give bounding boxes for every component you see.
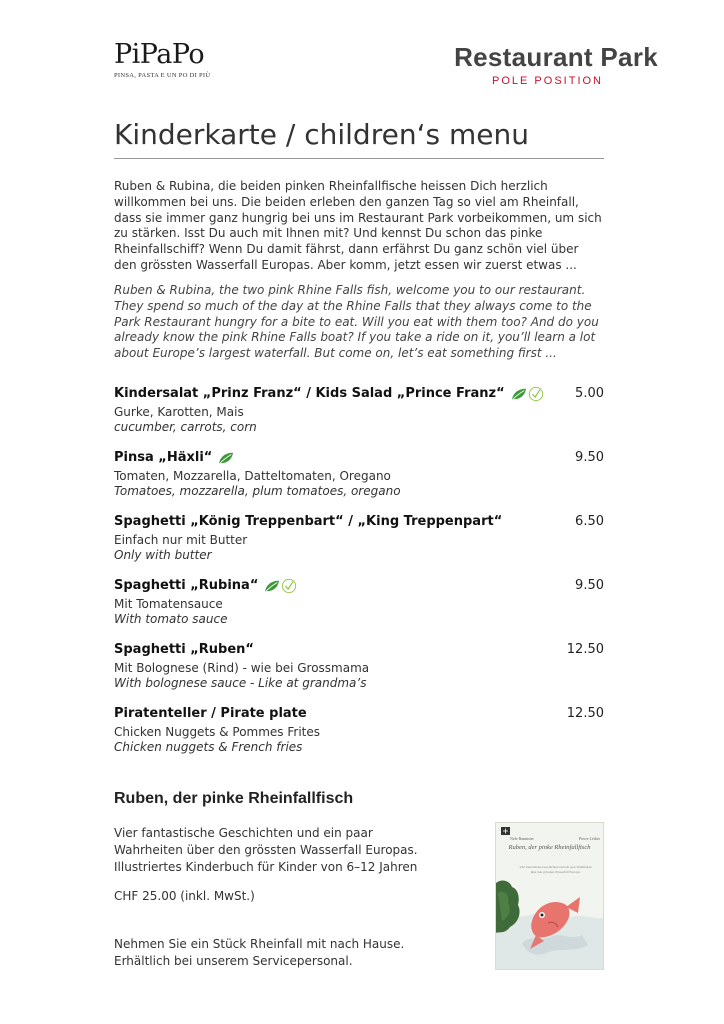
menu-item-description-german: Chicken Nuggets & Pommes Frites	[114, 725, 320, 739]
menu-item-pirate-plate	[114, 703, 604, 767]
pipapo-logo-tagline: PINSA, PASTA E UN PO DI PIÙ	[114, 72, 211, 79]
menu-item-title: Spaghetti „Rubina“	[114, 578, 259, 593]
pipapo-logo	[114, 40, 254, 79]
menu-item-name	[114, 383, 604, 405]
menu-item-name	[114, 511, 604, 533]
menu-item-description-english: Chicken nuggets & French fries	[114, 740, 303, 754]
menu-item-price: 5.00	[575, 386, 604, 401]
menu-item-price: 9.50	[575, 578, 604, 593]
title-divider	[114, 158, 604, 159]
book-cover-illustrator: Pierre Leiber	[579, 836, 600, 841]
pipapo-logo-name: PiPaPo	[114, 39, 205, 70]
menu-item-name	[114, 575, 604, 597]
book-cover-image	[495, 822, 604, 970]
menu-item-spaghetti-butter	[114, 511, 604, 575]
menu-item-price: 6.50	[575, 514, 604, 529]
menu-item-description-english: cucumber, carrots, corn	[114, 420, 257, 434]
menu-item-description-german: Tomaten, Mozzarella, Datteltomaten, Oregano	[114, 469, 391, 483]
menu-item-title: Spaghetti „König Treppenbart“ / „King Treppenpart“	[114, 514, 503, 529]
menu-item-price: 12.50	[566, 706, 604, 721]
menu-item-pinsa	[114, 447, 604, 511]
menu-item-description-english: Tomatoes, mozzarella, plum tomatoes, oregano	[114, 484, 401, 498]
book-heading: Ruben, der pinke Rheinfallfisch	[114, 790, 354, 807]
menu-item-description-english: With bolognese sauce - Like at grandma’s	[114, 676, 367, 690]
menu-item-price: 12.50	[566, 642, 604, 657]
menu-item-kids-salad	[114, 383, 604, 447]
vegetarian-leaf-icon	[264, 579, 280, 593]
restaurant-park-logo	[454, 42, 658, 87]
vegan-check-icon	[528, 386, 544, 402]
menu-item-spaghetti-rubina	[114, 575, 604, 639]
menu-item-title: Pinsa „Häxli“	[114, 450, 213, 465]
intro-english: Ruben & Rubina, the two pink Rhine Falls fish, welcome you to our restaurant. They spend so much of the day at the Rhine Falls that they always come to the Park Restaurant hungry for a bite to eat. Will you eat with them too? And do you already know the pink Rhine Falls boat? If you take a ride on it, you’ll learn a lot about Europe’s largest waterfall. But come on, let’s eat something first ...	[114, 283, 599, 361]
menu-item-name	[114, 639, 604, 661]
menu-item-description-german: Gurke, Karotten, Mais	[114, 405, 244, 419]
book-cover-title: Ruben, der pinke Rheinfallfisch	[508, 844, 591, 851]
menu-item-title: Spaghetti „Ruben“	[114, 642, 254, 657]
menu-item-description-german: Mit Tomatensauce	[114, 597, 223, 611]
vegan-check-icon	[281, 578, 297, 594]
vegetarian-leaf-icon	[511, 387, 527, 401]
restaurant-park-logo-tagline: POLE POSITION	[492, 75, 603, 87]
book-cover-subtitle: Vier fantastische Geschichten und ein paar Wahrheiten über den grössten Wasserfall Europas	[519, 865, 592, 874]
menu-item-description-english: Only with butter	[114, 548, 212, 562]
book-cover-author: Nele Bannister	[510, 836, 534, 841]
menu-item-description-german: Mit Bolognese (Rind) - wie bei Grossmama	[114, 661, 370, 675]
intro-german: Ruben & Rubina, die beiden pinken Rheinfallfische heissen Dich herzlich willkommen bei uns. Die beiden erleben den ganzen Tag so viel am Rheinfall, dass sie immer ganz hungrig bei uns im Restaurant Park vorbeikommen, um sich zu stärken. Isst Du auch mit Ihnen mit? Und kennst Du schon das pinke Rheinfallschiff? Wenn Du damit fährst, dann erfährst Du ganz schön viel über den grössten Wasserfall Europas. Aber komm, jetzt essen wir zuerst etwas ...	[114, 179, 602, 272]
menu-item-description-english: With tomato sauce	[114, 612, 228, 626]
menu-item-title: Piratenteller / Pirate plate	[114, 706, 307, 721]
restaurant-park-logo-name: Restaurant Park	[454, 42, 658, 72]
menu-item-spaghetti-ruben	[114, 639, 604, 703]
book-price: CHF 25.00 (inkl. MwSt.)	[114, 889, 255, 903]
menu-item-description-german: Einfach nur mit Butter	[114, 533, 248, 547]
menu-item-name	[114, 447, 604, 469]
book-cover-credits	[510, 836, 600, 841]
book-availability-note: Nehmen Sie ein Stück Rheinfall mit nach Hause. Erhältlich bei unserem Servicepersonal.	[114, 937, 405, 968]
menu-list	[114, 383, 604, 767]
vegetarian-leaf-icon	[218, 451, 234, 465]
menu-item-price: 9.50	[575, 450, 604, 465]
page-title: Kinderkarte / children‘s menu	[114, 118, 529, 151]
menu-item-title: Kindersalat „Prinz Franz“ / Kids Salad „Prince Franz“	[114, 386, 505, 401]
menu-item-name	[114, 703, 604, 725]
book-description: Vier fantastische Geschichten und ein paar Wahrheiten über den grössten Wasserfall Europas. Illustriertes Kinderbuch für Kinder von 6–12 Jahren	[114, 826, 418, 874]
